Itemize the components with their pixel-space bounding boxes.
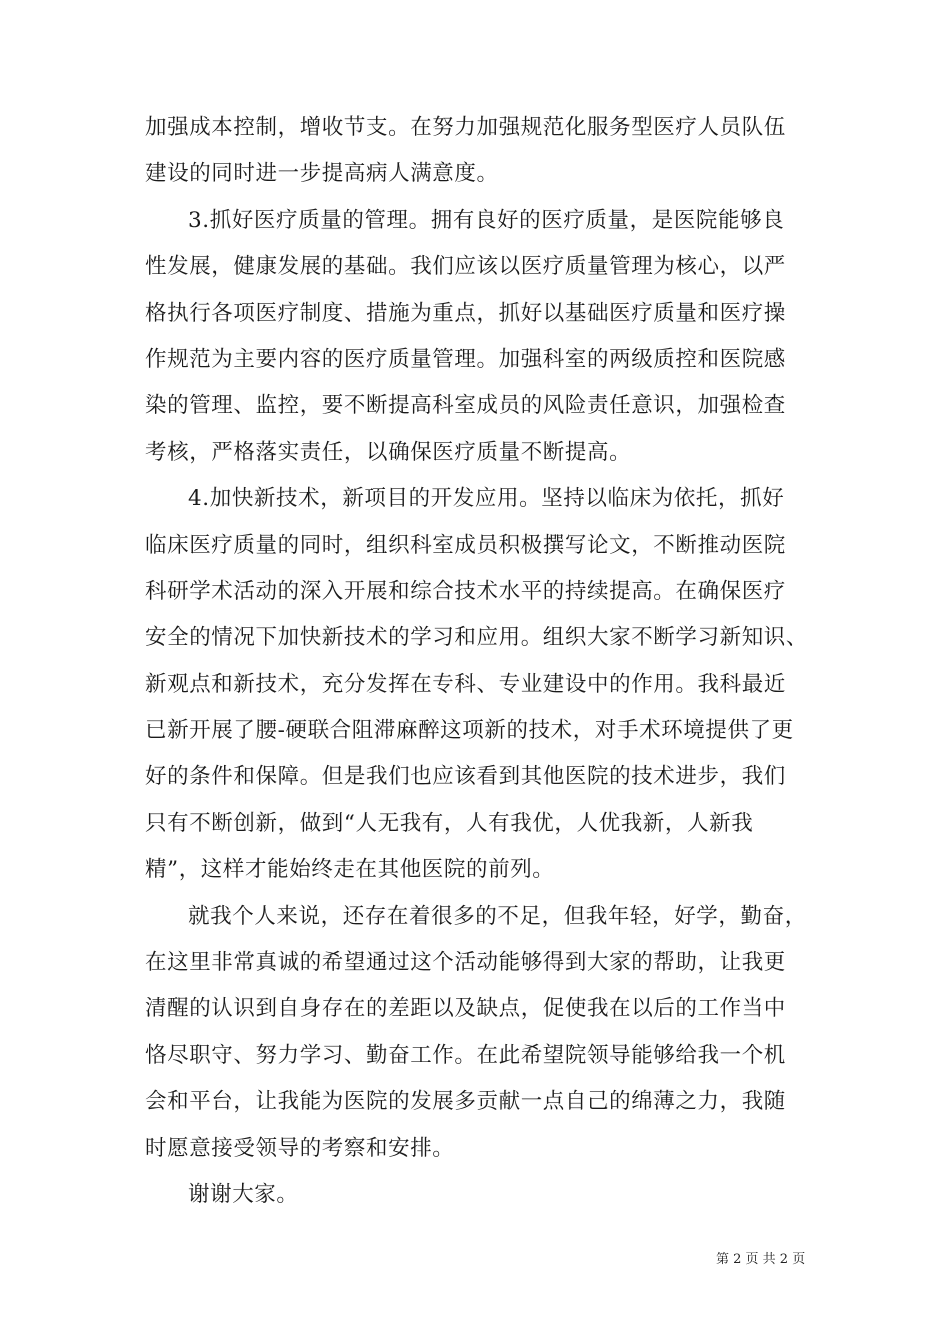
text-line: 只有不断创新，做到“人无我有，人有我优，人优我新，人新我 — [145, 810, 754, 836]
text-line: 时愿意接受领导的考察和安排。 — [145, 1135, 455, 1161]
text-line: 清醒的认识到自身存在的差距以及缺点，促使我在以后的工作当中 — [145, 996, 786, 1022]
text-line: 格执行各项医疗制度、措施为重点，抓好以基础医疗质量和医疗操 — [145, 300, 786, 326]
text-line: 考核，严格落实责任，以确保医疗质量不断提高。 — [145, 439, 632, 465]
text-line: 建设的同时进一步提高病人满意度。 — [145, 161, 499, 187]
text-line: 3.抓好医疗质量的管理。拥有良好的医疗质量，是医院能够良 — [188, 207, 785, 233]
text-line: 已新开展了腰-硬联合阻滞麻醉这项新的技术，对手术环境提供了更 — [145, 718, 794, 744]
page-number: 第 2 页 共 2 页 — [716, 1252, 806, 1267]
text-line: 安全的情况下加快新技术的学习和应用。组织大家不断学习新知识、 — [145, 625, 809, 651]
text-line: 加强成本控制，增收节支。在努力加强规范化服务型医疗人员队伍 — [145, 115, 786, 140]
text-line: 在这里非常真诚的希望通过这个活动能够得到大家的帮助，让我更 — [145, 950, 786, 976]
text-line: 4.加快新技术，新项目的开发应用。坚持以临床为依托，抓好 — [188, 486, 785, 512]
text-line: 谢谢大家。 — [188, 1181, 299, 1207]
text-line: 就我个人来说，还存在着很多的不足，但我年轻，好学，勤奋， — [188, 903, 807, 929]
text-line: 会和平台，让我能为医院的发展多贡献一点自己的绵薄之力，我随 — [145, 1089, 786, 1115]
text-line: 好的条件和保障。但是我们也应该看到其他医院的技术进步，我们 — [145, 764, 786, 790]
document-body — [145, 105, 810, 1218]
text-line: 作规范为主要内容的医疗质量管理。加强科室的两级质控和医院感 — [145, 346, 786, 372]
text-line: 染的管理、监控，要不断提高科室成员的风险责任意识，加强检查 — [145, 393, 786, 419]
text-line: 新观点和新技术，充分发挥在专科、专业建设中的作用。我科最近 — [145, 671, 786, 697]
text-line: 性发展，健康发展的基础。我们应该以医疗质量管理为核心，以严 — [145, 254, 786, 280]
text-line: 科研学术活动的深入开展和综合技术水平的持续提高。在确保医疗 — [145, 578, 786, 604]
text-line: 精”，这样才能始终走在其他医院的前列。 — [145, 857, 555, 883]
text-line: 恪尽职守、努力学习、勤奋工作。在此希望院领导能够给我一个机 — [145, 1042, 786, 1068]
text-line: 临床医疗质量的同时，组织科室成员积极撰写论文，不断推动医院 — [145, 532, 786, 558]
